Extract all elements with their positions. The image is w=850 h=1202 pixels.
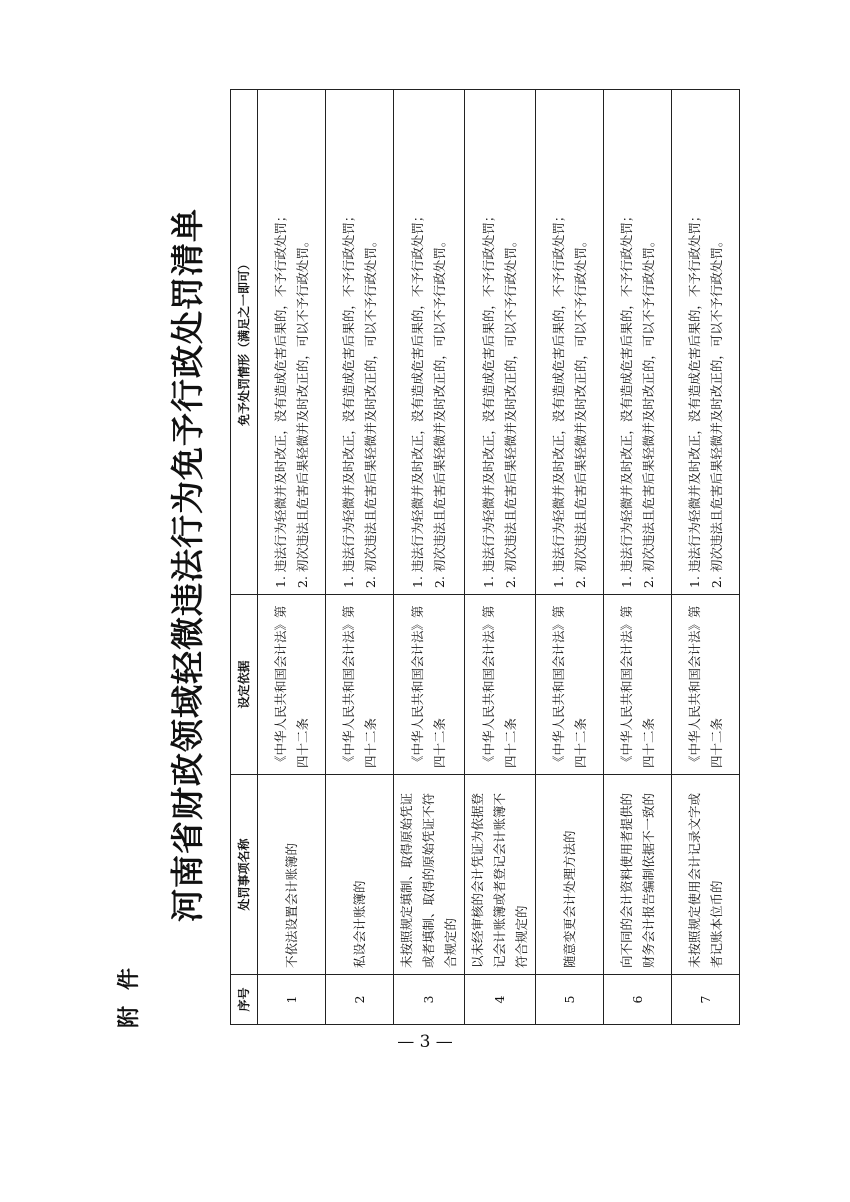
condition-line: 2. 初次违法且危害后果轻微并及时改正的，可以不予行政处罚。 [362, 234, 378, 588]
document-title: 河南省财政领域轻微违法行为免予行政处罚清单 [168, 208, 207, 922]
condition-line: 1. 违法行为轻微并及时改正，没有造成危害后果的，不予行政处罚； [340, 209, 356, 588]
row-legal-basis: 《中华人民共和国会计法》第四十二条 [258, 595, 326, 775]
row-penalty-item: 以未经审核的会计凭证为依据登记会计账簿或者登记会计账簿不符合规定的 [465, 775, 536, 975]
row-conditions [326, 90, 394, 595]
rotated-page-content [100, 90, 724, 1040]
row-penalty-item: 向不同的会计资料使用者提供的财务会计报告编制依据不一致的 [604, 775, 672, 975]
condition-line: 2. 初次违法且危害后果轻微并及时改正的，可以不予行政处罚。 [640, 234, 656, 588]
table-row [258, 90, 326, 1025]
attachment-label: 附件 [117, 951, 142, 1028]
row-conditions [536, 90, 604, 595]
row-serial-no: 4 [465, 975, 536, 1025]
row-penalty-item: 随意变更会计处理方法的 [536, 775, 604, 975]
row-serial-no: 2 [326, 975, 394, 1025]
row-legal-basis: 《中华人民共和国会计法》第四十二条 [672, 595, 740, 775]
condition-line: 1. 违法行为轻微并及时改正，没有造成危害后果的，不予行政处罚； [410, 209, 425, 588]
row-serial-no: 6 [604, 975, 672, 1025]
condition-line: 2. 初次违法且危害后果轻微并及时改正的，可以不予行政处罚。 [708, 234, 724, 588]
condition-line: 2. 初次违法且危害后果轻微并及时改正的，可以不予行政处罚。 [294, 234, 310, 588]
condition-line: 2. 初次违法且危害后果轻微并及时改正的，可以不予行政处罚。 [503, 234, 518, 588]
row-conditions [672, 90, 740, 595]
row-legal-basis: 《中华人民共和国会计法》第四十二条 [604, 595, 672, 775]
header-penalty-item: 处罚事项名称 [231, 775, 258, 975]
row-serial-no: 1 [258, 975, 326, 1025]
condition-line: 1. 违法行为轻微并及时改正，没有造成危害后果的，不予行政处罚； [272, 209, 288, 588]
table-header-row [231, 90, 258, 1025]
condition-line: 1. 违法行为轻微并及时改正，没有造成危害后果的，不予行政处罚； [481, 209, 496, 588]
row-legal-basis: 《中华人民共和国会计法》第四十二条 [536, 595, 604, 775]
condition-line: 1. 违法行为轻微并及时改正，没有造成危害后果的，不予行政处罚； [618, 209, 634, 588]
penalty-exemption-table [230, 89, 740, 1025]
page-number: — 3 — [397, 1032, 453, 1052]
row-conditions [604, 90, 672, 595]
table-row [394, 90, 465, 1025]
row-conditions [258, 90, 326, 595]
table-row [465, 90, 536, 1025]
row-legal-basis: 《中华人民共和国会计法》第四十二条 [394, 595, 465, 775]
table-row [672, 90, 740, 1025]
row-serial-no: 5 [536, 975, 604, 1025]
row-penalty-item: 不依法设置会计账簿的 [258, 775, 326, 975]
row-penalty-item: 未按照规定使用会计记录文字或者记账本位币的 [672, 775, 740, 975]
table-row [326, 90, 394, 1025]
row-serial-no: 7 [672, 975, 740, 1025]
condition-line: 2. 初次违法且危害后果轻微并及时改正的，可以不予行政处罚。 [432, 234, 447, 588]
table-row [536, 90, 604, 1025]
row-conditions [394, 90, 465, 595]
header-legal-basis: 设定依据 [231, 595, 258, 775]
table-row [604, 90, 672, 1025]
row-legal-basis: 《中华人民共和国会计法》第四十二条 [465, 595, 536, 775]
header-serial-no: 序号 [231, 975, 258, 1025]
row-legal-basis: 《中华人民共和国会计法》第四十二条 [326, 595, 394, 775]
condition-line: 1. 违法行为轻微并及时改正，没有造成危害后果的，不予行政处罚； [686, 209, 702, 588]
row-penalty-item: 未按照规定填制、取得原始凭证或者填制、取得的原始凭证不符合规定的 [394, 775, 465, 975]
condition-line: 1. 违法行为轻微并及时改正，没有造成危害后果的，不予行政处罚； [550, 209, 566, 588]
condition-line: 2. 初次违法且危害后果轻微并及时改正的，可以不予行政处罚。 [572, 234, 588, 588]
row-penalty-item: 私设会计账簿的 [326, 775, 394, 975]
header-exemption-conditions: 免予处罚情形（满足之一即可） [231, 90, 258, 595]
row-conditions [465, 90, 536, 595]
row-serial-no: 3 [394, 975, 465, 1025]
